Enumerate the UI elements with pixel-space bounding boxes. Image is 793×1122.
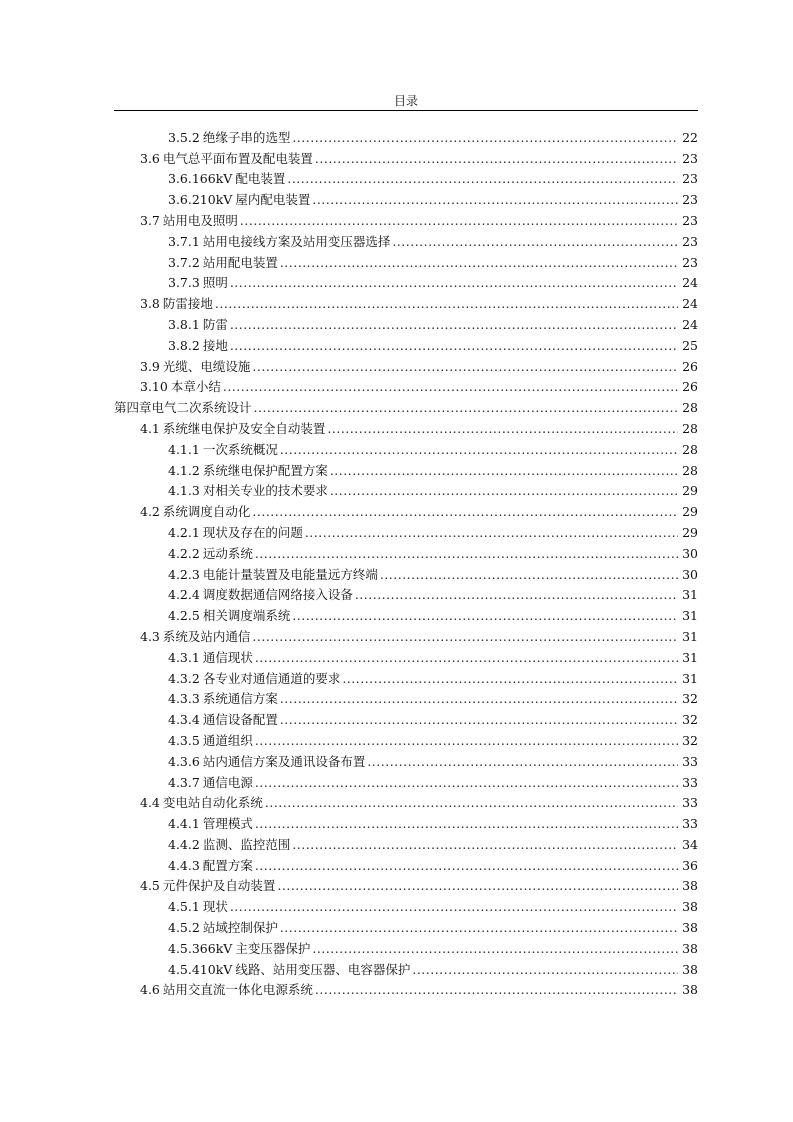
toc-entry-page-number: 38 bbox=[682, 920, 698, 936]
toc-entry-title: 本章小结 bbox=[170, 379, 221, 395]
toc-entry[interactable] bbox=[0, 416, 793, 437]
toc-entry-page-number: 23 bbox=[682, 171, 698, 187]
toc-entry-number: 3.8.1 bbox=[168, 316, 200, 332]
toc-entry[interactable] bbox=[0, 520, 793, 541]
toc-entry-number: 3.6 bbox=[140, 150, 160, 166]
toc-entry-number: 4.4 bbox=[140, 795, 160, 811]
toc-entry-text bbox=[168, 858, 253, 874]
toc-entry-title: 照明 bbox=[202, 275, 228, 291]
toc-entry[interactable] bbox=[0, 437, 793, 458]
dot-leader bbox=[280, 691, 678, 707]
toc-entry-title: 调度数据通信网络接入设备 bbox=[202, 587, 353, 603]
toc-entry-page-number: 33 bbox=[682, 774, 698, 790]
toc-entry-text bbox=[140, 151, 313, 167]
dot-leader bbox=[230, 338, 678, 354]
toc-entry[interactable] bbox=[0, 208, 793, 229]
toc-entry-number: 3.10 bbox=[140, 379, 168, 395]
dot-leader bbox=[277, 878, 678, 894]
toc-entry-page-number: 29 bbox=[682, 483, 698, 499]
toc-entry-page-number: 26 bbox=[682, 379, 698, 395]
toc-entry[interactable] bbox=[0, 562, 793, 583]
toc-entry-number: 4.5 bbox=[140, 878, 160, 894]
toc-entry-text bbox=[168, 837, 290, 853]
toc-entry[interactable] bbox=[0, 541, 793, 562]
toc-entry-title: 监测、监控范围 bbox=[202, 836, 291, 852]
toc-entry[interactable] bbox=[0, 229, 793, 250]
toc-entry-page-number: 38 bbox=[682, 961, 698, 977]
toc-entry[interactable] bbox=[0, 811, 793, 832]
dot-leader bbox=[265, 795, 678, 811]
dot-leader bbox=[330, 463, 678, 479]
toc-entry-number: 4.4.3 bbox=[168, 857, 200, 873]
toc-entry-title: 元件保护及自动装置 bbox=[162, 878, 276, 894]
toc-entry[interactable] bbox=[0, 894, 793, 915]
dot-leader bbox=[287, 171, 678, 187]
toc-entry-number: 4.3.3 bbox=[168, 691, 200, 707]
toc-entry-page-number: 30 bbox=[682, 545, 698, 561]
dot-leader bbox=[367, 754, 678, 770]
toc-entry-text bbox=[168, 712, 278, 728]
toc-entry[interactable] bbox=[0, 874, 793, 895]
toc-entry-title: 远动系统 bbox=[202, 545, 253, 561]
toc-entry-text bbox=[140, 504, 250, 520]
toc-entry-text bbox=[168, 608, 290, 624]
toc-entry-text bbox=[168, 171, 285, 187]
toc-entry-title: 一次系统概况 bbox=[202, 441, 278, 457]
toc-entry[interactable] bbox=[0, 915, 793, 936]
toc-entry-page-number: 33 bbox=[682, 753, 698, 769]
dot-leader bbox=[255, 733, 678, 749]
toc-entry-text bbox=[114, 400, 252, 416]
dot-leader bbox=[280, 920, 678, 936]
toc-entry-title: 站用配电装置 bbox=[202, 254, 278, 270]
toc-entry-text bbox=[140, 379, 221, 395]
toc-entry-page-number: 34 bbox=[682, 836, 698, 852]
toc-entry[interactable] bbox=[0, 479, 793, 500]
toc-entry[interactable] bbox=[0, 749, 793, 770]
dot-leader bbox=[230, 275, 678, 291]
toc-entry[interactable] bbox=[0, 728, 793, 749]
toc-entry[interactable] bbox=[0, 499, 793, 520]
toc-entry-page-number: 31 bbox=[682, 608, 698, 624]
dot-leader bbox=[280, 442, 678, 458]
toc-entry[interactable] bbox=[0, 832, 793, 853]
toc-entry-page-number: 32 bbox=[682, 732, 698, 748]
toc-entry-text bbox=[168, 816, 253, 832]
toc-entry-text bbox=[168, 899, 228, 915]
toc-entry-number: 4.3.1 bbox=[168, 649, 200, 665]
dot-leader bbox=[280, 712, 678, 728]
toc-entry-number: 3.7.3 bbox=[168, 275, 200, 291]
toc-entry-text bbox=[168, 338, 228, 354]
toc-entry-number: 4.3.2 bbox=[168, 670, 200, 686]
toc-entry-title: 绝缘子串的选型 bbox=[202, 129, 291, 145]
toc-entry-number: 4.2.3 bbox=[168, 566, 200, 582]
toc-entry[interactable] bbox=[0, 624, 793, 645]
toc-entry-text bbox=[168, 192, 310, 208]
dot-leader bbox=[254, 400, 678, 416]
dot-leader bbox=[223, 379, 678, 395]
toc-entry[interactable] bbox=[0, 146, 793, 167]
toc-entry-number: 4.2 bbox=[140, 504, 160, 520]
toc-entry-title: 站用电及照明 bbox=[162, 212, 238, 228]
toc-entry-number: 4.3.7 bbox=[168, 774, 200, 790]
toc-entry[interactable] bbox=[0, 770, 793, 791]
toc-entry-number: 4.2.1 bbox=[168, 524, 200, 540]
dot-leader bbox=[255, 650, 678, 666]
toc-entry[interactable] bbox=[0, 291, 793, 312]
table-of-contents bbox=[0, 125, 793, 998]
dot-leader bbox=[255, 816, 678, 832]
dot-leader bbox=[230, 899, 678, 915]
toc-entry[interactable] bbox=[0, 187, 793, 208]
toc-entry[interactable] bbox=[0, 354, 793, 375]
toc-entry-text bbox=[168, 775, 253, 791]
toc-entry-text bbox=[168, 650, 253, 666]
toc-entry-page-number: 32 bbox=[682, 691, 698, 707]
toc-entry-page-number: 33 bbox=[682, 816, 698, 832]
toc-entry-title: 站内通信方案及通讯设备布置 bbox=[202, 753, 366, 769]
toc-entry-title: 变电站自动化系统 bbox=[162, 795, 263, 811]
toc-entry-title: 相关调度端系统 bbox=[202, 608, 291, 624]
dot-leader bbox=[240, 213, 678, 229]
toc-entry[interactable] bbox=[0, 458, 793, 479]
toc-entry-title: 现状 bbox=[202, 899, 228, 915]
toc-entry-title: 通信现状 bbox=[202, 649, 253, 665]
toc-entry-page-number: 23 bbox=[682, 192, 698, 208]
toc-entry-page-number: 31 bbox=[682, 587, 698, 603]
toc-entry-page-number: 24 bbox=[682, 275, 698, 291]
toc-entry-number: 4.5.1 bbox=[168, 899, 200, 915]
toc-entry-page-number: 29 bbox=[682, 504, 698, 520]
toc-entry[interactable] bbox=[0, 936, 793, 957]
toc-entry-number: 4.4.2 bbox=[168, 836, 200, 852]
toc-entry-page-number: 28 bbox=[682, 420, 698, 436]
toc-entry-title: 站用电接线方案及站用变压器选择 bbox=[202, 233, 391, 249]
toc-entry[interactable] bbox=[0, 125, 793, 146]
dot-leader bbox=[312, 192, 678, 208]
toc-entry-number: 3.7 bbox=[140, 212, 160, 228]
toc-entry-number: 3.6.210kV bbox=[168, 192, 233, 208]
toc-entry-page-number: 28 bbox=[682, 462, 698, 478]
toc-entry-page-number: 29 bbox=[682, 524, 698, 540]
toc-entry-page-number: 38 bbox=[682, 878, 698, 894]
toc-entry-page-number: 31 bbox=[682, 670, 698, 686]
toc-entry-text bbox=[168, 255, 278, 271]
dot-leader bbox=[392, 234, 678, 250]
dot-leader bbox=[280, 255, 678, 271]
toc-entry[interactable] bbox=[0, 583, 793, 604]
toc-entry-title: 系统继电保护及安全自动装置 bbox=[162, 420, 326, 436]
toc-entry-text bbox=[168, 317, 228, 333]
toc-entry-text bbox=[168, 442, 278, 458]
dot-leader bbox=[292, 837, 678, 853]
dot-leader bbox=[252, 359, 678, 375]
toc-entry-number: 3.9 bbox=[140, 358, 160, 374]
toc-entry-page-number: 28 bbox=[682, 441, 698, 457]
toc-entry[interactable] bbox=[0, 375, 793, 396]
toc-entry[interactable] bbox=[0, 687, 793, 708]
toc-entry-title: 防雷接地 bbox=[162, 296, 213, 312]
page-header bbox=[114, 94, 698, 108]
toc-entry-title: 系统通信方案 bbox=[202, 691, 278, 707]
toc-entry-page-number: 31 bbox=[682, 628, 698, 644]
toc-entry[interactable] bbox=[0, 312, 793, 333]
toc-entry[interactable] bbox=[0, 333, 793, 354]
toc-entry-number: 4.1.3 bbox=[168, 483, 200, 499]
dot-leader bbox=[312, 941, 678, 957]
toc-entry-page-number: 38 bbox=[682, 982, 698, 998]
toc-entry-title: 站用交直流一体化电源系统 bbox=[162, 982, 313, 998]
toc-entry-title: 第四章电气二次系统设计 bbox=[114, 400, 252, 416]
dot-leader bbox=[315, 982, 678, 998]
toc-entry-page-number: 32 bbox=[682, 712, 698, 728]
toc-entry-title: 配置方案 bbox=[202, 857, 253, 873]
toc-entry[interactable] bbox=[0, 271, 793, 292]
toc-entry-number: 4.1 bbox=[140, 420, 160, 436]
toc-entry-title: 电气总平面布置及配电装置 bbox=[162, 150, 313, 166]
toc-entry[interactable] bbox=[0, 853, 793, 874]
toc-entry-number: 4.3 bbox=[140, 628, 160, 644]
toc-entry-page-number: 38 bbox=[682, 940, 698, 956]
toc-entry-page-number: 36 bbox=[682, 857, 698, 873]
toc-entry-text bbox=[168, 234, 390, 250]
toc-entry-page-number: 38 bbox=[682, 899, 698, 915]
dot-leader bbox=[252, 629, 678, 645]
dot-leader bbox=[380, 567, 678, 583]
toc-entry-title: 现状及存在的问题 bbox=[202, 524, 303, 540]
toc-entry-number: 4.3.4 bbox=[168, 712, 200, 728]
toc-entry-number: 4.4.1 bbox=[168, 816, 200, 832]
toc-entry-number: 3.7.2 bbox=[168, 254, 200, 270]
toc-entry-text bbox=[140, 795, 263, 811]
toc-entry-text bbox=[168, 691, 278, 707]
header-title: 目录 bbox=[393, 94, 418, 108]
toc-entry-title: 通信设备配置 bbox=[202, 712, 278, 728]
toc-entry-text bbox=[140, 296, 213, 312]
toc-entry[interactable] bbox=[0, 167, 793, 188]
toc-entry-text bbox=[168, 130, 290, 146]
toc-entry-number: 4.5.410kV bbox=[168, 961, 233, 977]
toc-entry-text bbox=[168, 754, 365, 770]
toc-entry-text bbox=[140, 629, 250, 645]
toc-entry-text bbox=[140, 421, 325, 437]
toc-entry-title: 主变压器保护 bbox=[235, 940, 311, 956]
toc-entry-title: 通信电源 bbox=[202, 774, 253, 790]
toc-entry-page-number: 23 bbox=[682, 150, 698, 166]
dot-leader bbox=[330, 483, 678, 499]
toc-entry[interactable] bbox=[0, 603, 793, 624]
toc-entry-number: 4.2.5 bbox=[168, 608, 200, 624]
toc-entry-title: 对相关专业的技术要求 bbox=[202, 483, 328, 499]
toc-entry-text bbox=[168, 567, 378, 583]
toc-entry-text bbox=[168, 920, 278, 936]
toc-entry[interactable] bbox=[0, 707, 793, 728]
dot-leader bbox=[355, 587, 678, 603]
toc-entry-text bbox=[168, 733, 253, 749]
toc-entry-page-number: 33 bbox=[682, 795, 698, 811]
toc-entry[interactable] bbox=[0, 666, 793, 687]
toc-entry-number: 3.5.2 bbox=[168, 129, 200, 145]
toc-entry-number: 4.5.366kV bbox=[168, 940, 233, 956]
toc-entry[interactable] bbox=[0, 395, 793, 416]
toc-entry-number: 3.8 bbox=[140, 296, 160, 312]
toc-entry-page-number: 24 bbox=[682, 316, 698, 332]
toc-entry-text bbox=[168, 671, 340, 687]
toc-entry-number: 4.3.5 bbox=[168, 732, 200, 748]
dot-leader bbox=[215, 296, 678, 312]
toc-entry[interactable] bbox=[0, 791, 793, 812]
toc-entry-number: 4.3.6 bbox=[168, 753, 200, 769]
toc-entry-title: 线路、站用变压器、电容器保护 bbox=[235, 961, 411, 977]
toc-entry-title: 系统调度自动化 bbox=[162, 504, 251, 520]
toc-entry-page-number: 30 bbox=[682, 566, 698, 582]
toc-entry-title: 光缆、电缆设施 bbox=[162, 358, 251, 374]
toc-entry-text bbox=[140, 359, 250, 375]
toc-entry-number: 4.6 bbox=[140, 982, 160, 998]
toc-entry-title: 屋内配电装置 bbox=[235, 192, 311, 208]
toc-entry-title: 各专业对通信通道的要求 bbox=[202, 670, 341, 686]
toc-entry[interactable] bbox=[0, 645, 793, 666]
toc-entry-number: 3.8.2 bbox=[168, 337, 200, 353]
dot-leader bbox=[342, 671, 678, 687]
toc-entry-text bbox=[168, 463, 328, 479]
dot-leader bbox=[412, 962, 678, 978]
toc-entry-number: 4.1.2 bbox=[168, 462, 200, 478]
toc-entry-text bbox=[168, 941, 310, 957]
dot-leader bbox=[315, 151, 678, 167]
header-rule bbox=[114, 110, 698, 111]
toc-entry-title: 通道组织 bbox=[202, 732, 253, 748]
toc-entry-title: 配电装置 bbox=[235, 171, 286, 187]
toc-entry-title: 站域控制保护 bbox=[202, 920, 278, 936]
toc-entry-number: 4.2.2 bbox=[168, 545, 200, 561]
toc-entry-title: 管理模式 bbox=[202, 816, 253, 832]
dot-leader bbox=[327, 421, 678, 437]
toc-entry-page-number: 25 bbox=[682, 337, 698, 353]
toc-entry-page-number: 23 bbox=[682, 212, 698, 228]
toc-entry-title: 接地 bbox=[202, 337, 228, 353]
toc-entry-text bbox=[168, 546, 253, 562]
toc-entry[interactable] bbox=[0, 957, 793, 978]
toc-entry-text bbox=[168, 587, 353, 603]
toc-entry-page-number: 28 bbox=[682, 400, 698, 416]
toc-entry-title: 电能计量装置及电能量远方终端 bbox=[202, 566, 378, 582]
toc-entry-number: 4.2.4 bbox=[168, 587, 200, 603]
toc-entry-text bbox=[140, 213, 238, 229]
toc-entry-number: 3.6.166kV bbox=[168, 171, 233, 187]
toc-entry-page-number: 23 bbox=[682, 233, 698, 249]
toc-entry-number: 3.7.1 bbox=[168, 233, 200, 249]
toc-entry-page-number: 31 bbox=[682, 649, 698, 665]
dot-leader bbox=[252, 504, 678, 520]
dot-leader bbox=[292, 130, 678, 146]
toc-entry-number: 4.1.1 bbox=[168, 441, 200, 457]
toc-entry-page-number: 26 bbox=[682, 358, 698, 374]
toc-entry-text bbox=[168, 962, 410, 978]
dot-leader bbox=[255, 858, 678, 874]
toc-entry-text bbox=[168, 525, 303, 541]
dot-leader bbox=[305, 525, 678, 541]
toc-entry[interactable] bbox=[0, 978, 793, 999]
toc-entry-text bbox=[140, 982, 313, 998]
dot-leader bbox=[255, 775, 678, 791]
toc-entry-title: 系统继电保护配置方案 bbox=[202, 462, 328, 478]
dot-leader bbox=[292, 608, 678, 624]
toc-entry-page-number: 24 bbox=[682, 296, 698, 312]
toc-entry-page-number: 23 bbox=[682, 254, 698, 270]
toc-entry-text bbox=[168, 483, 328, 499]
toc-entry-number: 4.5.2 bbox=[168, 920, 200, 936]
toc-entry[interactable] bbox=[0, 250, 793, 271]
toc-entry-title: 防雷 bbox=[202, 316, 228, 332]
toc-entry-text bbox=[140, 878, 275, 894]
toc-entry-text bbox=[168, 275, 228, 291]
dot-leader bbox=[230, 317, 678, 333]
toc-entry-page-number: 22 bbox=[682, 129, 698, 145]
toc-entry-title: 系统及站内通信 bbox=[162, 628, 251, 644]
dot-leader bbox=[255, 546, 678, 562]
